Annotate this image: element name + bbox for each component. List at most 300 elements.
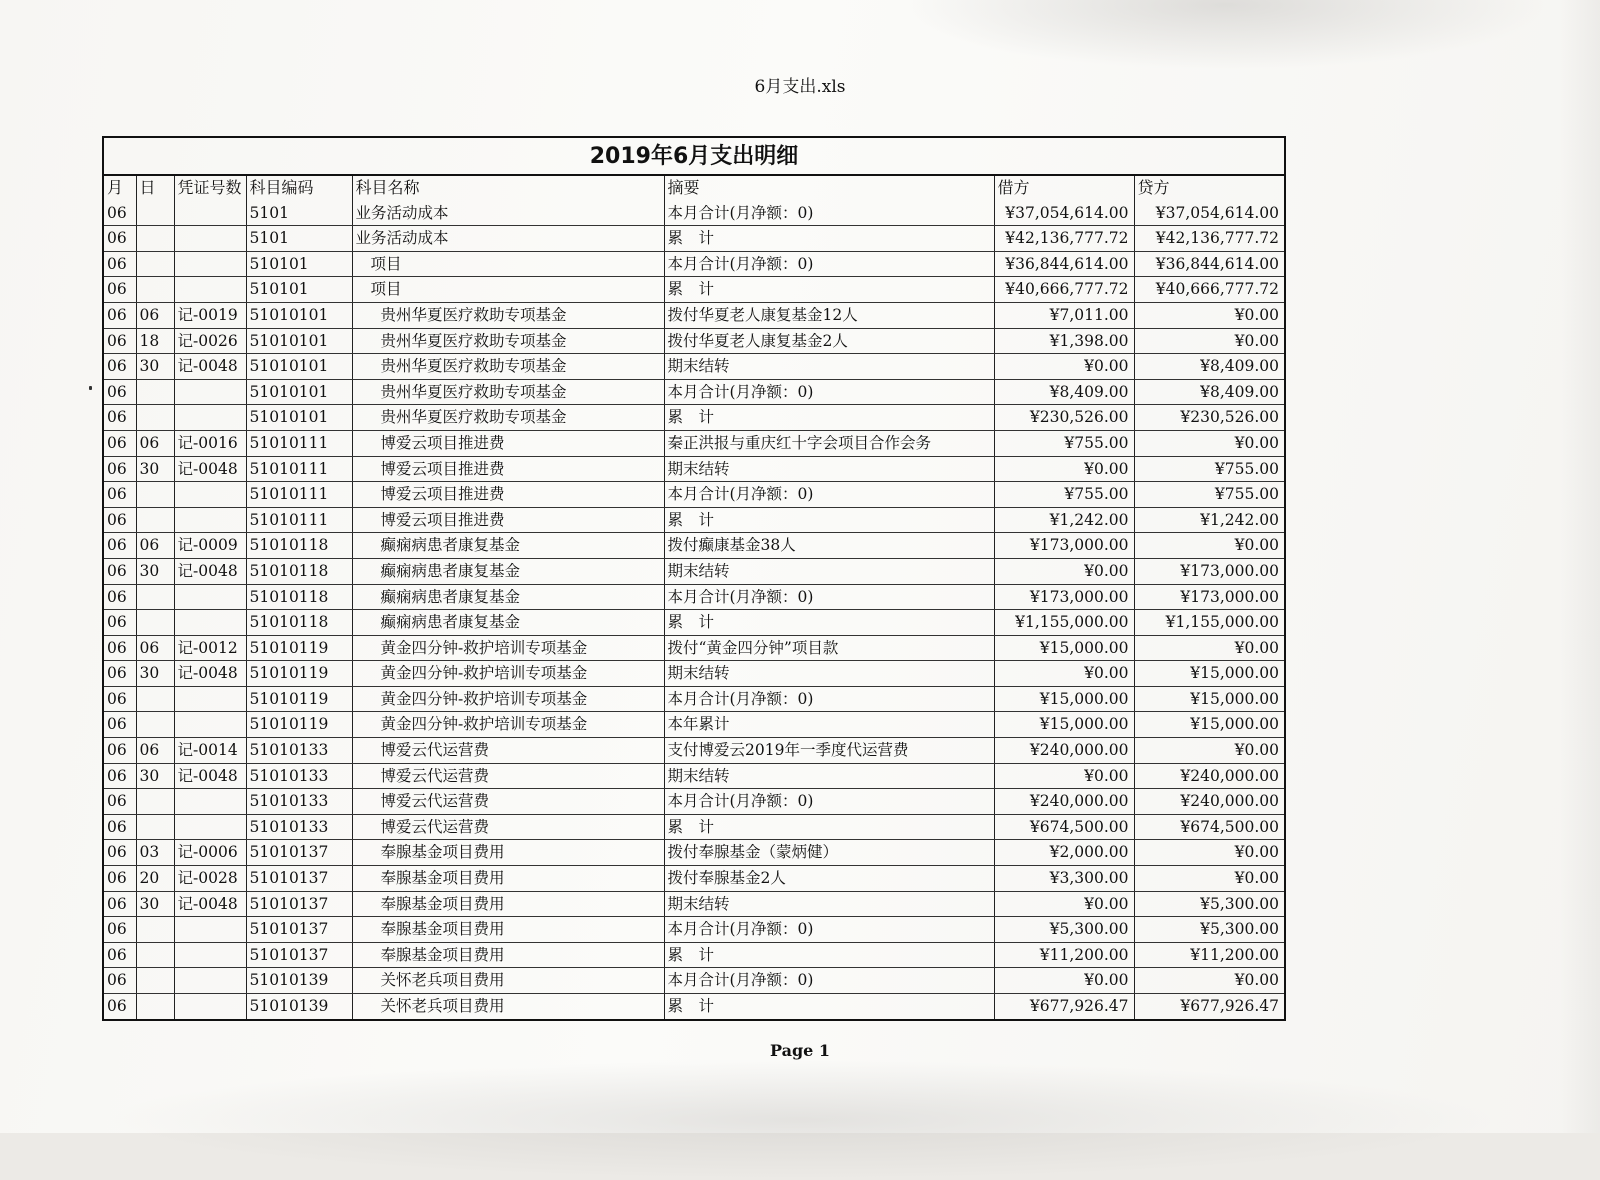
cell-month: 06: [104, 840, 136, 866]
cell-account-name: 贵州华夏医疗救助专项基金: [352, 379, 664, 405]
cell-account-code: 51010139: [246, 994, 352, 1019]
cell-account-name: 博爱云项目推进费: [352, 507, 664, 533]
header-credit: 贷方: [1137, 178, 1170, 197]
cell-account-name: 业务活动成本: [352, 226, 664, 252]
cell-day: [136, 277, 174, 303]
table-row: [104, 507, 1284, 533]
cell-voucher-no: [174, 226, 246, 252]
paper-shadow-right: [1560, 0, 1600, 1133]
cell-account-code: 51010133: [246, 814, 352, 840]
cell-month: 06: [104, 686, 136, 712]
cell-summary: 本月合计(月净额：0): [664, 201, 994, 226]
cell-account-code: 5101: [246, 201, 352, 226]
cell-account-name: 博爱云代运营费: [352, 789, 664, 815]
cell-credit: ¥240,000.00: [1134, 763, 1284, 789]
cell-account-code: 51010137: [246, 917, 352, 943]
table-row: [104, 302, 1284, 328]
table-row: [104, 482, 1284, 508]
cell-debit: ¥42,136,777.72: [994, 226, 1134, 252]
cell-day: [136, 482, 174, 508]
cell-debit: ¥8,409.00: [994, 379, 1134, 405]
table-row: [104, 968, 1284, 994]
cell-day: 20: [136, 866, 174, 892]
cell-debit: ¥240,000.00: [994, 789, 1134, 815]
cell-account-code: 51010111: [246, 456, 352, 482]
cell-account-code: 51010111: [246, 507, 352, 533]
cell-day: [136, 942, 174, 968]
cell-account-name: 贵州华夏医疗救助专项基金: [352, 354, 664, 380]
cell-account-name: 博爱云代运营费: [352, 763, 664, 789]
cell-voucher-no: 记-0048: [174, 354, 246, 380]
page-number: Page 1: [769, 1041, 831, 1060]
cell-account-name: 黄金四分钟-救护培训专项基金: [352, 686, 664, 712]
cell-credit: ¥0.00: [1134, 302, 1284, 328]
cell-credit: ¥8,409.00: [1134, 354, 1284, 380]
cell-account-name: 博爱云项目推进费: [352, 482, 664, 508]
table-row: [104, 635, 1284, 661]
cell-debit: ¥0.00: [994, 558, 1134, 584]
cell-month: 06: [104, 405, 136, 431]
table-row: [104, 814, 1284, 840]
table-row: [104, 661, 1284, 687]
cell-voucher-no: [174, 507, 246, 533]
cell-account-code: 51010133: [246, 763, 352, 789]
cell-day: [136, 789, 174, 815]
cell-credit: ¥677,926.47: [1180, 997, 1279, 1015]
cell-debit: ¥677,926.47: [994, 994, 1134, 1019]
cell-voucher-no: 记-0006: [174, 840, 246, 866]
cell-credit: ¥36,844,614.00: [1134, 251, 1284, 277]
cell-credit: ¥0.00: [1134, 866, 1284, 892]
cell-month: 06: [104, 891, 136, 917]
cell-day: 06: [136, 533, 174, 559]
cell-credit: ¥0.00: [1134, 738, 1284, 764]
cell-month: 06: [104, 968, 136, 994]
table-row: [104, 251, 1284, 277]
cell-account-code: 51010119: [246, 686, 352, 712]
cell-voucher-no: [174, 584, 246, 610]
cell-account-code: 51010133: [246, 789, 352, 815]
cell-month: 06: [104, 635, 136, 661]
cell-debit: ¥15,000.00: [994, 635, 1134, 661]
table-row: [104, 789, 1284, 815]
cell-summary: 本月合计(月净额：0): [664, 251, 994, 277]
cell-day: 30: [136, 558, 174, 584]
cell-day: [136, 968, 174, 994]
cell-debit: ¥40,666,777.72: [994, 277, 1134, 303]
cell-debit: ¥674,500.00: [994, 814, 1134, 840]
cell-voucher-no: 记-0048: [174, 763, 246, 789]
cell-account-code: 5101: [246, 226, 352, 252]
cell-month: 06: [104, 814, 136, 840]
table-row: [104, 405, 1284, 431]
cell-summary: 本月合计(月净额：0): [664, 686, 994, 712]
cell-month: 06: [104, 430, 136, 456]
cell-day: [136, 201, 174, 226]
cell-credit: ¥240,000.00: [1134, 789, 1284, 815]
cell-account-name: 黄金四分钟-救护培训专项基金: [352, 635, 664, 661]
header-account-name: 科目名称: [352, 176, 664, 201]
table-row: [104, 610, 1284, 636]
cell-credit: ¥755.00: [1134, 456, 1284, 482]
paper-shadow-bottom: [100, 1060, 1500, 1180]
cell-debit: ¥0.00: [994, 456, 1134, 482]
cell-credit: ¥0.00: [1134, 635, 1284, 661]
cell-day: [136, 994, 174, 1019]
expense-table: [104, 176, 1284, 1019]
cell-account-name: 奉腺基金项目费用: [352, 891, 664, 917]
cell-account-name: 黄金四分钟-救护培训专项基金: [352, 712, 664, 738]
cell-voucher-no: 记-0009: [174, 533, 246, 559]
expense-sheet: [102, 136, 1286, 1021]
ink-mark: [89, 386, 92, 390]
cell-credit: ¥5,300.00: [1134, 891, 1284, 917]
cell-debit: ¥0.00: [994, 891, 1134, 917]
cell-day: [136, 379, 174, 405]
cell-voucher-no: [174, 379, 246, 405]
cell-account-code: 51010118: [246, 558, 352, 584]
cell-summary: 秦正洪报与重庆红十字会项目合作会务: [664, 430, 994, 456]
cell-credit: ¥755.00: [1134, 482, 1284, 508]
cell-account-code: 51010111: [246, 482, 352, 508]
cell-voucher-no: 记-0012: [174, 635, 246, 661]
cell-voucher-no: [174, 251, 246, 277]
cell-summary: 累 计: [664, 277, 994, 303]
cell-credit: ¥0.00: [1134, 533, 1284, 559]
cell-account-name: 奉腺基金项目费用: [352, 917, 664, 943]
cell-day: [136, 814, 174, 840]
table-row: [104, 994, 1284, 1019]
paper-shadow-top: [900, 0, 1550, 70]
cell-summary: 本年累计: [664, 712, 994, 738]
cell-debit: ¥173,000.00: [994, 584, 1134, 610]
cell-summary: 本月合计(月净额：0): [664, 968, 994, 994]
cell-summary: 拨付癫康基金38人: [664, 533, 994, 559]
cell-debit: ¥173,000.00: [994, 533, 1134, 559]
cell-credit: ¥1,242.00: [1134, 507, 1284, 533]
table-row: [104, 533, 1284, 559]
header-debit: 借方: [994, 176, 1134, 201]
table-row: [104, 891, 1284, 917]
table-row: [104, 277, 1284, 303]
cell-account-name: 关怀老兵项目费用: [352, 994, 664, 1019]
cell-summary: 累 计: [664, 994, 994, 1019]
cell-summary: 本月合计(月净额：0): [664, 379, 994, 405]
cell-account-code: 51010118: [246, 610, 352, 636]
file-title: 6月支出.xls: [754, 77, 846, 97]
cell-debit: ¥0.00: [994, 968, 1134, 994]
cell-debit: ¥1,398.00: [994, 328, 1134, 354]
cell-voucher-no: [174, 610, 246, 636]
cell-summary: 本月合计(月净额：0): [664, 789, 994, 815]
cell-month: 06: [104, 226, 136, 252]
cell-account-name: 奉腺基金项目费用: [352, 866, 664, 892]
cell-account-name: 关怀老兵项目费用: [352, 968, 664, 994]
cell-month: 06: [104, 558, 136, 584]
header-summary: 摘要: [664, 176, 994, 201]
header-voucher-no: 凭证号数: [174, 176, 246, 201]
cell-debit: ¥15,000.00: [994, 712, 1134, 738]
cell-credit: ¥8,409.00: [1134, 379, 1284, 405]
cell-credit: ¥42,136,777.72: [1134, 226, 1284, 252]
table-row: [104, 840, 1284, 866]
cell-month: 06: [104, 994, 136, 1019]
cell-summary: 期末结转: [664, 763, 994, 789]
cell-day: [136, 251, 174, 277]
cell-summary: 本月合计(月净额：0): [664, 482, 994, 508]
cell-day: 30: [136, 891, 174, 917]
cell-credit: ¥674,500.00: [1134, 814, 1284, 840]
cell-month: 06: [104, 917, 136, 943]
cell-credit: ¥173,000.00: [1134, 584, 1284, 610]
cell-debit: ¥5,300.00: [994, 917, 1134, 943]
cell-credit: ¥15,000.00: [1134, 712, 1284, 738]
table-row: [104, 686, 1284, 712]
cell-account-code: 51010133: [246, 738, 352, 764]
cell-summary: 累 计: [664, 942, 994, 968]
cell-account-name: 贵州华夏医疗救助专项基金: [352, 328, 664, 354]
cell-month: 06: [104, 456, 136, 482]
sheet-title: 2019年6月支出明细: [104, 138, 1284, 176]
cell-account-code: 510101: [246, 277, 352, 303]
table-row: [104, 866, 1284, 892]
cell-account-code: 51010101: [246, 405, 352, 431]
cell-credit: ¥5,300.00: [1134, 917, 1284, 943]
cell-month: 06: [104, 328, 136, 354]
cell-month: 06: [104, 712, 136, 738]
cell-summary: 累 计: [664, 610, 994, 636]
cell-day: 06: [136, 302, 174, 328]
cell-account-name: 博爱云代运营费: [352, 738, 664, 764]
cell-account-code: 51010111: [246, 430, 352, 456]
cell-account-name: 癫痫病患者康复基金: [352, 558, 664, 584]
cell-credit: ¥173,000.00: [1134, 558, 1284, 584]
cell-summary: 期末结转: [664, 661, 994, 687]
table-row: [104, 379, 1284, 405]
cell-account-code: 51010137: [246, 866, 352, 892]
cell-credit: ¥0.00: [1134, 430, 1284, 456]
cell-credit: ¥11,200.00: [1134, 942, 1284, 968]
cell-day: 06: [136, 430, 174, 456]
cell-summary: 累 计: [664, 507, 994, 533]
cell-summary: 期末结转: [664, 354, 994, 380]
cell-day: 30: [136, 763, 174, 789]
cell-voucher-no: 记-0016: [174, 430, 246, 456]
cell-debit: ¥7,011.00: [994, 302, 1134, 328]
cell-debit: ¥37,054,614.00: [994, 201, 1134, 226]
cell-account-name: 癫痫病患者康复基金: [352, 584, 664, 610]
cell-month: 06: [104, 201, 136, 226]
cell-summary: 拨付奉腺基金（蒙炳健）: [664, 840, 994, 866]
cell-day: [136, 226, 174, 252]
cell-day: 30: [136, 456, 174, 482]
cell-credit: ¥1,155,000.00: [1134, 610, 1284, 636]
cell-account-code: 51010119: [246, 712, 352, 738]
cell-month: 06: [104, 533, 136, 559]
cell-month: 06: [104, 302, 136, 328]
cell-day: 03: [136, 840, 174, 866]
cell-voucher-no: [174, 712, 246, 738]
table-row: [104, 328, 1284, 354]
table-row: [104, 917, 1284, 943]
cell-voucher-no: [174, 917, 246, 943]
cell-account-name: 奉腺基金项目费用: [352, 840, 664, 866]
cell-account-name: 癫痫病患者康复基金: [352, 610, 664, 636]
cell-debit: ¥0.00: [994, 661, 1134, 687]
cell-summary: 拨付华夏老人康复基金12人: [664, 302, 994, 328]
cell-account-name: 博爱云项目推进费: [352, 456, 664, 482]
cell-account-code: 51010101: [246, 302, 352, 328]
cell-month: 06: [104, 763, 136, 789]
cell-account-name: 奉腺基金项目费用: [352, 942, 664, 968]
cell-account-code: 51010137: [246, 840, 352, 866]
cell-account-code: 510101: [246, 251, 352, 277]
cell-day: 06: [136, 635, 174, 661]
table-row: [104, 763, 1284, 789]
cell-credit: ¥40,666,777.72: [1134, 277, 1284, 303]
cell-month: 06: [104, 482, 136, 508]
cell-debit: ¥15,000.00: [994, 686, 1134, 712]
cell-month: 06: [104, 507, 136, 533]
cell-month: 06: [104, 251, 136, 277]
cell-summary: 本月合计(月净额：0): [664, 917, 994, 943]
cell-account-code: 51010119: [246, 661, 352, 687]
table-row: [104, 226, 1284, 252]
cell-voucher-no: [174, 277, 246, 303]
cell-account-code: 51010119: [246, 635, 352, 661]
cell-account-name: 博爱云代运营费: [352, 814, 664, 840]
cell-day: 30: [136, 354, 174, 380]
cell-account-name: 癫痫病患者康复基金: [352, 533, 664, 559]
cell-voucher-no: [174, 482, 246, 508]
header-month: 月: [104, 176, 136, 201]
cell-account-name: 贵州华夏医疗救助专项基金: [352, 302, 664, 328]
table-row: [104, 456, 1284, 482]
table-row: [104, 354, 1284, 380]
cell-voucher-no: 记-0048: [174, 558, 246, 584]
cell-month: 06: [104, 610, 136, 636]
cell-debit: ¥240,000.00: [994, 738, 1134, 764]
cell-debit: ¥755.00: [994, 482, 1134, 508]
cell-voucher-no: [174, 968, 246, 994]
cell-summary: 拨付“黄金四分钟”项目款: [664, 635, 994, 661]
table-row: [104, 584, 1284, 610]
cell-account-code: 51010118: [246, 584, 352, 610]
cell-month: 06: [104, 379, 136, 405]
cell-debit: ¥755.00: [994, 430, 1134, 456]
cell-summary: 期末结转: [664, 456, 994, 482]
cell-day: 06: [136, 738, 174, 764]
cell-voucher-no: 记-0019: [174, 302, 246, 328]
table-row: [104, 558, 1284, 584]
table-row: [104, 201, 1284, 226]
table-row: [104, 712, 1284, 738]
table-header-row: [104, 176, 1284, 201]
cell-month: 06: [104, 277, 136, 303]
cell-voucher-no: [174, 942, 246, 968]
table-body: [104, 201, 1284, 1019]
cell-account-code: 51010101: [246, 328, 352, 354]
cell-debit: ¥11,200.00: [994, 942, 1134, 968]
cell-day: [136, 712, 174, 738]
cell-summary: 本月合计(月净额：0): [664, 584, 994, 610]
cell-day: 30: [136, 661, 174, 687]
table-row: [104, 430, 1284, 456]
cell-account-name: 业务活动成本: [352, 201, 664, 226]
cell-credit: ¥0.00: [1134, 328, 1284, 354]
cell-voucher-no: [174, 814, 246, 840]
cell-month: 06: [104, 942, 136, 968]
cell-credit: ¥230,526.00: [1134, 405, 1284, 431]
cell-summary: 拨付华夏老人康复基金2人: [664, 328, 994, 354]
cell-summary: 累 计: [664, 226, 994, 252]
cell-day: [136, 686, 174, 712]
cell-summary: 期末结转: [664, 891, 994, 917]
cell-day: 18: [136, 328, 174, 354]
cell-debit: ¥0.00: [994, 354, 1134, 380]
cell-day: [136, 584, 174, 610]
cell-voucher-no: 记-0048: [174, 891, 246, 917]
cell-debit: ¥230,526.00: [994, 405, 1134, 431]
cell-summary: 期末结转: [664, 558, 994, 584]
cell-month: 06: [104, 866, 136, 892]
cell-voucher-no: [174, 405, 246, 431]
table-row: [104, 942, 1284, 968]
cell-month: 06: [104, 584, 136, 610]
cell-account-name: 项目: [352, 277, 664, 303]
cell-day: [136, 507, 174, 533]
cell-voucher-no: 记-0048: [174, 661, 246, 687]
cell-credit: ¥15,000.00: [1134, 686, 1284, 712]
cell-account-code: 51010101: [246, 354, 352, 380]
cell-debit: ¥3,300.00: [994, 866, 1134, 892]
cell-credit: ¥0.00: [1134, 840, 1284, 866]
cell-voucher-no: 记-0026: [174, 328, 246, 354]
header-day: 日: [136, 176, 174, 201]
cell-account-name: 黄金四分钟-救护培训专项基金: [352, 661, 664, 687]
cell-day: [136, 917, 174, 943]
cell-account-name: 贵州华夏医疗救助专项基金: [352, 405, 664, 431]
cell-voucher-no: [174, 686, 246, 712]
cell-account-code: 51010101: [246, 379, 352, 405]
cell-debit: ¥1,242.00: [994, 507, 1134, 533]
cell-voucher-no: 记-0014: [174, 738, 246, 764]
cell-voucher-no: [174, 994, 246, 1019]
cell-account-code: 51010139: [246, 968, 352, 994]
cell-credit: ¥15,000.00: [1134, 661, 1284, 687]
cell-account-code: 51010137: [246, 942, 352, 968]
cell-debit: ¥36,844,614.00: [994, 251, 1134, 277]
cell-month: 06: [104, 789, 136, 815]
cell-day: [136, 405, 174, 431]
cell-debit: ¥1,155,000.00: [994, 610, 1134, 636]
cell-account-code: 51010118: [246, 533, 352, 559]
header-account-code: 科目编码: [246, 176, 352, 201]
cell-account-name: 项目: [352, 251, 664, 277]
cell-debit: ¥0.00: [994, 763, 1134, 789]
cell-voucher-no: 记-0048: [174, 456, 246, 482]
cell-voucher-no: [174, 789, 246, 815]
cell-credit: ¥37,054,614.00: [1134, 201, 1284, 226]
cell-account-name: 博爱云项目推进费: [352, 430, 664, 456]
cell-month: 06: [104, 661, 136, 687]
cell-month: 06: [104, 354, 136, 380]
cell-voucher-no: [174, 201, 246, 226]
cell-month: 06: [104, 738, 136, 764]
cell-voucher-no: 记-0028: [174, 866, 246, 892]
cell-day: [136, 610, 174, 636]
table-row: [104, 738, 1284, 764]
